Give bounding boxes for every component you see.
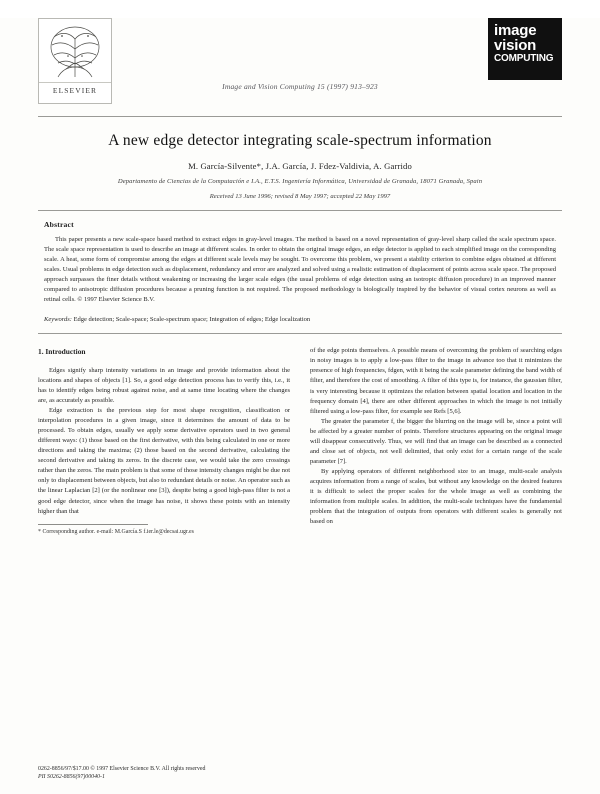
keywords-text: Edge detection; Scale-space; Scale-spectrum space; Integration of edges; Edge localization [73, 315, 311, 323]
abstract-text [44, 235, 556, 304]
paragraph: of the edge points themselves. A possible means of overcoming the problem of searching edges in noisy images is to apply a low-pass filter to the image in advance too that it minimizes the presence of high frequencies, fdgen, with it being the scale parameter defining the band width of filter, and therefore the cost of smoothing. A filter of this type is, for instance, the gaussian filter, is very interesting because it optimizes the relation between spatial location and location in the frequency domain [4], there are other different approaches in which the image is not initially filtered using a low-pass filter, for example see Refs [5,6]. [310, 347, 562, 415]
affiliation: Departamento de Ciencias de la Computación e I.A., E.T.S. Ingeniería Informática, Universidad de Granada, 18071 Granada, Spain [117, 178, 483, 186]
article-history: Received 13 June 1996; revised 8 May 1997; accepted 22 May 1997 [209, 193, 391, 201]
journal-logo [488, 18, 562, 80]
keywords [44, 315, 556, 325]
masthead [38, 18, 562, 114]
page-footer [38, 765, 288, 782]
paragraph: Edge extraction is the previous step for most shape recognition, classification or interpolation procedures in a given image, since it determines the amount of data to be processed. To obtain edges, usually we apply some derivative operators used in two general different ways: (1) those based on the first derivative, with this being calculated in one or more directions and taking the maxima; (2) those based on the second derivative, calculating the second derivative and taking its zeros. In the discrete case, we would take the zero crossings rather than the zeros. The main problem is that some of those intensity changes might be due not only to displacement between objects, but also to redundant details or noise. An operator such as the linear Laplacian [2] (or the nonlinear one [3]), despite being a good high-pass filter is not a good edge detector, since when the image has noise, it shows these points with an intensity higher than that [38, 406, 290, 515]
pii-line: PII S0262-8856(97)00040-1 [38, 774, 105, 781]
footnote [38, 528, 290, 536]
section-heading-introduction: 1. Introduction [38, 347, 86, 357]
paragraph: Edges signify sharp intensity variations in an image and provide information about the locations and shapes of objects [1]. So, a good edge detection process has to verify this, i.e., it has to identify edges being robust against noise, and at same time locating where the changes are, as accurately as possible. [38, 366, 290, 404]
keywords-label: Keywords: [44, 315, 72, 323]
footnote-marker: * [38, 528, 41, 535]
paper-page [0, 18, 600, 794]
journal-logo-line2: vision [494, 37, 537, 55]
journal-reference: Image and Vision Computing 15 (1997) 913–923 [222, 82, 378, 91]
left-column [38, 346, 290, 536]
elsevier-tree-icon [44, 23, 106, 81]
title-block [52, 131, 548, 200]
abstract-divider [38, 333, 562, 334]
page-title: A new edge detector integrating scale-spectrum information [108, 132, 492, 149]
footnote-divider [38, 524, 148, 525]
publisher-name: ELSEVIER [39, 82, 111, 95]
issn-copyright-line: 0262-8856/97/$17.00 © 1997 Elsevier Science B.V. All rights reserved [38, 765, 206, 772]
journal-logo-line3: COMPUTING [494, 52, 554, 64]
author-list: M. García-Silvente*, J.A. García, J. Fdez-Valdivia, A. Garrido [188, 161, 412, 172]
abstract-text-content: This paper presents a new scale-space based method to extract edges in gray-level images. The method is based on a novel representation of gray-level sharp called the scale spectrum space. The scale space representation is used to describe an image at different scales. In order to obtain the original image edges, an edge detector is applied to each simplified image on the corresponding scale. A heat, some form of compromise among the edges at different scale levels may be sought. To overcome this problem, we present a stability criterion to combine edges obtained at different scales. Usual problems in edge detection such as displacement, redundancy and error are analyzed and solved using a realistic estimation of displacement of points across scale space. The proposed approach surpasses the finer details without weakening or increasing the larger scale edges (the usual problems of edge detection using an isotropic diffusion procedure) in an improved manner compared to anisotropic diffusion procedures because a pruning function is not required. The proposed methodology is biologically inspired by the behavior of visual cortex neurons as well as retinal cells. © 1997 Elsevier Science B.V. [44, 236, 556, 303]
publisher-logo [38, 18, 112, 104]
title-divider [38, 210, 562, 211]
paragraph: The greater the parameter f, the bigger the blurring on the image will be, since a point will be affected by a greater number of points. Therefore structures appearing on the original image will disappear consecutively. Thus, we will find that an image can be described as a connected and close set of objects, not well delimited, that only exist for a certain range of the scale parameter [7]. [310, 417, 562, 465]
footnote-text: Corresponding author. e-mail: M.García.S f.ier.le@decsai.ugr.es [42, 528, 194, 535]
abstract-heading: Abstract [44, 220, 74, 230]
abstract-section [44, 220, 556, 324]
paragraph: By applying operators of different neighborhood size to an image, multi-scale analysis acquires information from a range of scales, but without any knowledge on the desired features it is difficult to select the proper scales for the whole image as well as combining the information from multiple scales. In addition, the multi-scale techniques have the fundamental problem that the integration of outputs from operators with different scales is generally not based on [310, 468, 562, 526]
right-column [310, 346, 562, 536]
journal-logo-line1: image [494, 22, 537, 39]
body-columns [38, 346, 562, 536]
header-divider [38, 116, 562, 117]
